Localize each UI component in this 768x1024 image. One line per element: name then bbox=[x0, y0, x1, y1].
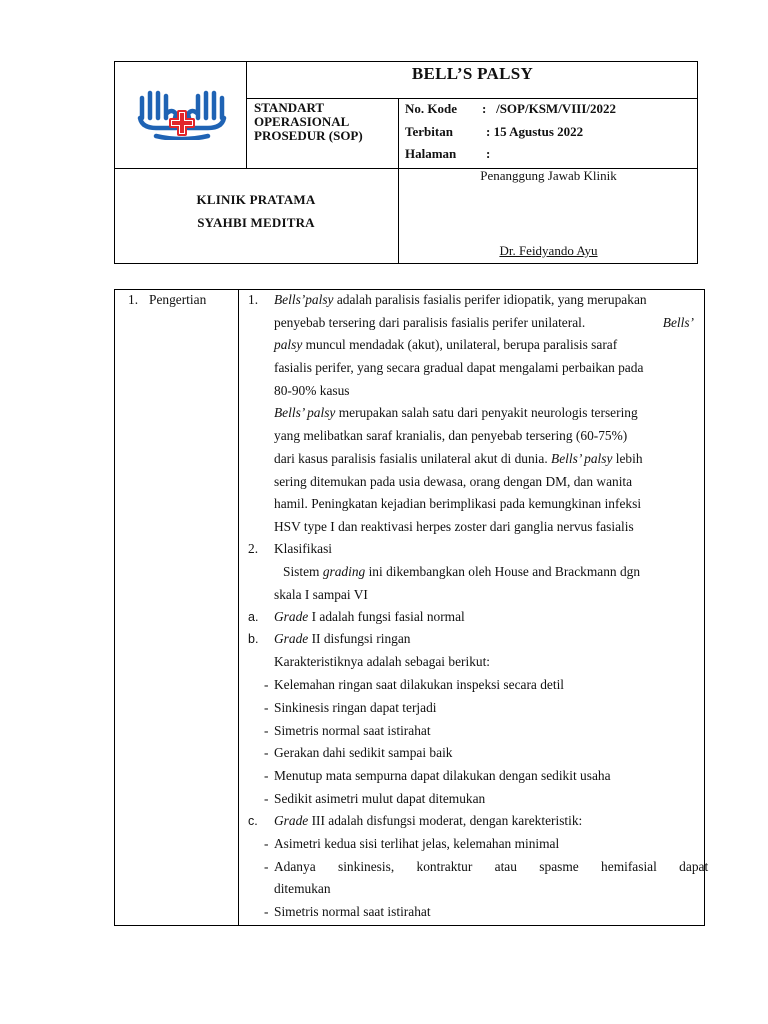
no-kode-value: : /SOP/KSM/VIII/2022 bbox=[482, 101, 616, 116]
p1-line-1 bbox=[274, 292, 694, 308]
p1-line-3-text: muncul mendadak (akut), unilateral, berupa paralisis saraf bbox=[302, 337, 618, 352]
term-palsy: palsy bbox=[274, 337, 303, 352]
halaman-label: Halaman bbox=[405, 146, 457, 161]
header-divider-h1 bbox=[246, 98, 698, 99]
term-grade-1: Grade bbox=[274, 609, 309, 624]
grade-1-line bbox=[274, 609, 465, 625]
p2-line-3-text-a: dari kasus paralisis fasialis unilateral akut di dunia. bbox=[274, 451, 552, 466]
p1-line-5: 80-90% kasus bbox=[274, 383, 350, 398]
p1-line-2-text: penyebab tersering dari paralisis fasialis perifer unilateral. bbox=[274, 315, 586, 330]
content-divider-v bbox=[238, 289, 239, 926]
klasifikasi-line-1-a: Sistem bbox=[283, 564, 323, 579]
sop-label-line-2: OPERASIONAL bbox=[254, 114, 350, 129]
clinic-name-line-1: KLINIK PRATAMA bbox=[196, 192, 316, 207]
item-number-1: 1. bbox=[248, 292, 259, 307]
p1-line-3 bbox=[274, 337, 694, 353]
grade-3-item-3: Simetris normal saat istirahat bbox=[274, 904, 431, 919]
section-label: Pengertian bbox=[149, 292, 207, 307]
term-grade-2: Grade bbox=[274, 631, 309, 646]
term-bells-palsy: Bells’palsy bbox=[274, 292, 334, 307]
grade-2-item-2: Sinkinesis ringan dapat terjadi bbox=[274, 700, 437, 715]
sop-label bbox=[254, 101, 363, 143]
red-cross-icon bbox=[169, 110, 195, 136]
grade-3-line bbox=[274, 813, 582, 829]
grade-1-text: I adalah fungsi fasial normal bbox=[308, 609, 465, 624]
p2-line-1 bbox=[274, 405, 638, 421]
dash: - bbox=[264, 836, 269, 851]
document-title: BELL’S PALSY bbox=[411, 64, 534, 83]
grade-2-item-3: Simetris normal saat istirahat bbox=[274, 723, 431, 738]
grade-2-item-6: Sedikit asimetri mulut dapat ditemukan bbox=[274, 791, 486, 806]
grade-2-item-4: Gerakan dahi sedikit sampai baik bbox=[274, 745, 453, 760]
clinic-name-line-2: SYAHBI MEDITRA bbox=[197, 215, 315, 230]
dash: - bbox=[264, 700, 269, 715]
dash: - bbox=[264, 768, 269, 783]
marker-a: a. bbox=[248, 610, 259, 624]
grade-3-text: III adalah disfungsi moderat, dengan karekteristik: bbox=[308, 813, 583, 828]
grade-3-item-2-cont: ditemukan bbox=[274, 881, 331, 896]
term-bells-palsy-2: Bells’ palsy bbox=[274, 405, 336, 420]
term-bells: Bells’ bbox=[662, 315, 694, 330]
p2-line-3-text-b: lebih bbox=[612, 451, 643, 466]
dash: - bbox=[264, 791, 269, 806]
dash: - bbox=[264, 904, 269, 919]
term-bells-palsy-3: Bells’ palsy bbox=[551, 451, 613, 466]
p2-line-2: yang melibatkan saraf kranialis, dan penyebab tersering (60-75%) bbox=[274, 428, 628, 443]
marker-c: c. bbox=[248, 814, 258, 828]
pj-label: Penanggung Jawab Klinik bbox=[480, 168, 617, 183]
grade-2-item-5: Menutup mata sempurna dapat dilakukan dengan sedikit usaha bbox=[274, 768, 611, 783]
p1-line-2 bbox=[274, 315, 694, 331]
p1-line-1-text: adalah paralisis fasialis perifer idiopatik, yang merupakan bbox=[333, 292, 647, 307]
grade-2-text: II disfungsi ringan bbox=[308, 631, 411, 646]
sop-label-line-3: PROSEDUR (SOP) bbox=[254, 128, 363, 143]
clinic-logo bbox=[136, 84, 228, 140]
dash: - bbox=[264, 677, 269, 692]
item-number-2: 2. bbox=[248, 541, 259, 556]
grade-2-line bbox=[274, 631, 411, 647]
dash: - bbox=[264, 859, 269, 874]
term-grading: grading bbox=[322, 564, 366, 579]
p2-line-3 bbox=[274, 451, 643, 467]
grade-3-item-1: Asimetri kedua sisi terlihat jelas, kelemahan minimal bbox=[274, 836, 560, 851]
dash: - bbox=[264, 723, 269, 738]
klasifikasi-line-1-b: ini dikembangkan oleh House and Brackmann dgn bbox=[365, 564, 641, 579]
pj-name: Dr. Feidyando Ayu bbox=[499, 243, 598, 258]
section-number: 1. bbox=[128, 292, 139, 307]
no-kode-label: No. Kode bbox=[405, 101, 457, 116]
marker-b: b. bbox=[248, 632, 259, 646]
dash: - bbox=[264, 745, 269, 760]
terbitan-value: : 15 Agustus 2022 bbox=[486, 124, 584, 139]
halaman-value: : bbox=[486, 146, 491, 161]
klasifikasi-line-1 bbox=[283, 564, 640, 580]
terbitan-label: Terbitan bbox=[405, 124, 453, 139]
p2-line-6: HSV type I dan reaktivasi herpes zoster dari ganglia nervus fasialis bbox=[274, 519, 634, 534]
klasifikasi-title: Klasifikasi bbox=[274, 541, 333, 556]
p1-line-4: fasialis perifer, yang secara gradual dapat mengalami perbaikan pada bbox=[274, 360, 644, 375]
grade-2-intro: Karakteristiknya adalah sebagai berikut: bbox=[274, 654, 491, 669]
content-table bbox=[114, 289, 709, 926]
p2-line-5: hamil. Peningkatan kejadian berimplikasi pada kemungkinan infeksi bbox=[274, 496, 642, 511]
p2-line-1-text: merupakan salah satu dari penyakit neurologis tersering bbox=[335, 405, 638, 420]
grade-2-item-1: Kelemahan ringan saat dilakukan inspeksi secara detil bbox=[274, 677, 565, 692]
p2-line-4: sering ditemukan pada usia dewasa, orang dengan DM, dan wanita bbox=[274, 474, 633, 489]
hands-cross-logo-icon bbox=[136, 84, 228, 140]
sop-label-line-1: STANDART bbox=[254, 100, 325, 115]
klasifikasi-line-2: skala I sampai VI bbox=[274, 587, 368, 602]
grade-3-item-2: Adanya sinkinesis, kontraktur atau spasme hemifasial dapat bbox=[274, 859, 709, 874]
term-grade-3: Grade bbox=[274, 813, 309, 828]
